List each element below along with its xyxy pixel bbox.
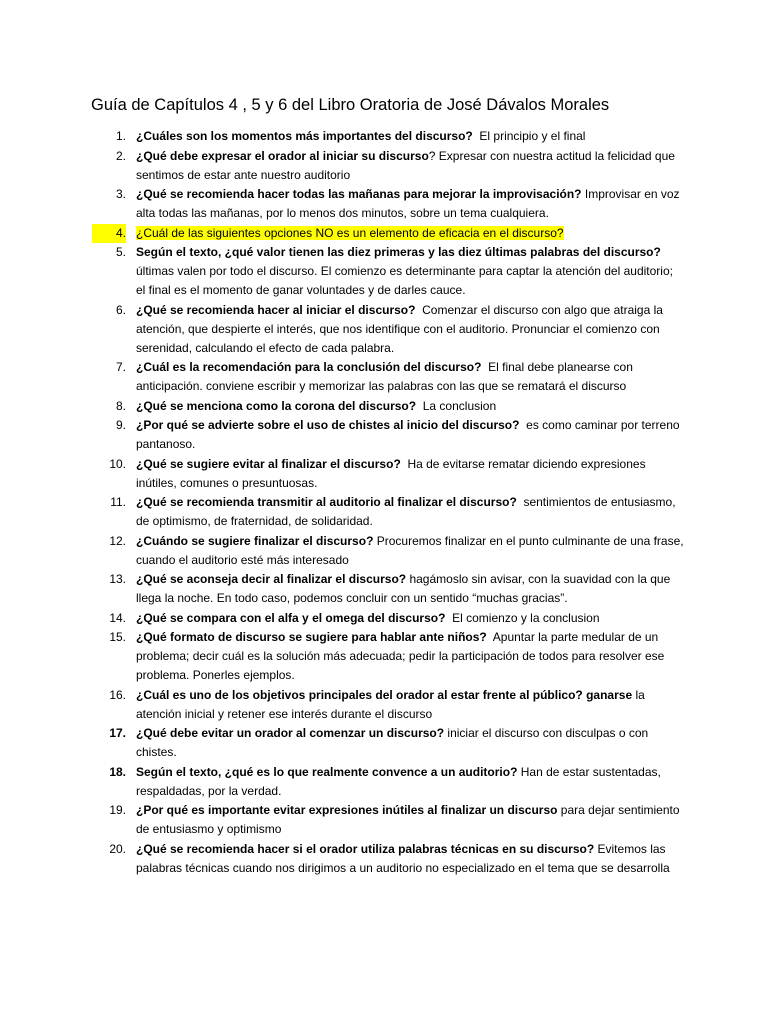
answer-text: hagámoslo sin avisar, con la suavidad con la que llega la noche. En todo caso, podemos concluir con un sentido “muchas gracias”. bbox=[136, 572, 671, 605]
answer-text: ? Expresar con nuestra actitud la felicidad que sentimos de estar ante nuestro auditorio bbox=[136, 148, 675, 182]
answer-text: El principio y el final bbox=[479, 129, 586, 143]
item-number: 18. bbox=[109, 764, 126, 779]
question-text: ¿Cuáles son los momentos más importantes del discurso? bbox=[136, 129, 473, 143]
question-text: ¿Por qué es importante evitar expresiones inútiles al finalizar un discurso bbox=[136, 803, 558, 817]
question-text: ¿Qué se recomienda hacer al iniciar el discurso? bbox=[136, 302, 416, 317]
item-number: 20. bbox=[109, 841, 126, 856]
list-item bbox=[0, 185, 768, 223]
answer-text: iniciar el discurso con disculpas o con chistes. bbox=[136, 726, 649, 759]
question-text: ¿Por qué se advierte sobre el uso de chistes al inicio del discurso? bbox=[136, 418, 520, 432]
question-text: ¿Cuál es la recomendación para la conclusión del discurso? bbox=[136, 360, 482, 374]
list-item bbox=[0, 609, 768, 628]
item-content bbox=[136, 397, 684, 416]
answer-text: Apuntar la parte medular de un problema; decir cuál es la solución más adecuada; pedir la participación de todos para resolver ese problema. Ponerles ejemplos. bbox=[136, 630, 665, 682]
item-number: 11. bbox=[110, 495, 126, 509]
list-item bbox=[0, 358, 768, 396]
list-item bbox=[0, 686, 768, 724]
item-content bbox=[136, 358, 684, 396]
answer-text: Evitemos las palabras técnicas cuando nos dirigimos a un auditorio no especializado en el tema que se desarrolla bbox=[136, 841, 670, 875]
answer-text: El comienzo y la conclusion bbox=[452, 610, 600, 625]
item-content bbox=[136, 147, 684, 185]
item-content bbox=[136, 185, 684, 223]
list-item bbox=[0, 724, 768, 762]
answer-text: para dejar sentimiento de entusiasmo y optimismo bbox=[136, 803, 680, 836]
item-content bbox=[136, 840, 684, 878]
item-content bbox=[136, 763, 684, 801]
item-content bbox=[136, 301, 684, 358]
question-text: ¿Qué se recomienda hacer todas las mañanas para mejorar la improvisación? bbox=[136, 187, 582, 201]
item-number: 7. bbox=[115, 360, 126, 374]
question-text: ¿Qué se recomienda hacer si el orador utiliza palabras técnicas en su discurso? bbox=[136, 841, 595, 856]
item-content bbox=[136, 416, 684, 454]
question-text: ¿Cuándo se sugiere finalizar el discurso? bbox=[136, 533, 374, 548]
item-content bbox=[136, 532, 684, 570]
list-item bbox=[0, 628, 768, 685]
item-number: 5. bbox=[115, 245, 126, 259]
answer-text: la atención inicial y retener ese interés durante el discurso bbox=[136, 687, 645, 721]
list-item bbox=[0, 301, 768, 358]
answer-text: Ha de evitarse rematar diciendo expresiones inútiles, comunes o presuntuosas. bbox=[136, 456, 646, 490]
question-text: ¿Qué se recomienda transmitir al auditorio al finalizar el discurso? bbox=[136, 495, 517, 509]
answer-text: Han de estar sustentadas, respaldadas, por la verdad. bbox=[136, 764, 661, 798]
question-text: ¿Qué debe evitar un orador al comenzar un discurso? bbox=[136, 726, 445, 740]
question-text: Según el texto, ¿qué es lo que realmente convence a un auditorio? bbox=[136, 764, 518, 779]
question-text: Según el texto, ¿qué valor tienen las diez primeras y las diez últimas palabras del discurso? bbox=[136, 245, 661, 259]
question-text: ¿Qué se compara con el alfa y el omega del discurso? bbox=[136, 610, 446, 625]
item-content bbox=[136, 570, 684, 608]
question-text: ¿Cuál es uno de los objetivos principales del orador al estar frente al público? ganarse bbox=[136, 687, 633, 702]
item-content bbox=[136, 224, 684, 243]
question-text: ¿Qué se aconseja decir al finalizar el discurso? bbox=[136, 572, 407, 586]
question-text: ¿Qué formato de discurso se sugiere para hablar ante niños? bbox=[136, 630, 487, 644]
item-number: 14. bbox=[109, 610, 126, 625]
question-text: ¿Qué debe expresar el orador al iniciar su discurso bbox=[136, 148, 429, 163]
item-content bbox=[136, 127, 684, 146]
list-item bbox=[0, 570, 768, 608]
answer-text: Improvisar en voz alta todas las mañanas, por lo menos dos minutos, sobre un tema cualquiera. bbox=[136, 187, 680, 220]
item-number: 16. bbox=[109, 687, 126, 702]
answer-text: sentimientos de entusiasmo, de optimismo, de fraternidad, de solidaridad. bbox=[136, 495, 676, 528]
item-content bbox=[136, 801, 684, 839]
answer-text: últimas valen por todo el discurso. El comienzo es determinante para captar la atención del auditorio; el final es el momento de ganar voluntades y de darles cauce. bbox=[136, 264, 673, 297]
answer-text: La conclusion bbox=[422, 398, 497, 413]
list-item bbox=[0, 532, 768, 570]
list-item-highlighted bbox=[0, 224, 768, 243]
page-title: Guía de Capítulos 4 , 5 y 6 del Libro Oratoria de José Dávalos Morales bbox=[91, 96, 610, 114]
item-number: 6. bbox=[115, 302, 126, 317]
item-content bbox=[136, 609, 684, 628]
item-number: 2. bbox=[115, 148, 126, 163]
list-item bbox=[0, 840, 768, 878]
list-item bbox=[0, 416, 768, 454]
item-number: 19. bbox=[109, 803, 126, 817]
list-item bbox=[0, 147, 768, 185]
item-number: 3. bbox=[115, 187, 126, 201]
list-item bbox=[0, 397, 768, 416]
list-item bbox=[0, 763, 768, 801]
item-number: 17. bbox=[109, 726, 126, 740]
item-content bbox=[136, 724, 684, 762]
question-list bbox=[0, 127, 768, 878]
answer-text: Procuremos finalizar en el punto culminante de una frase, cuando el auditorio esté más interesado bbox=[136, 533, 684, 567]
item-number: 12. bbox=[109, 533, 126, 548]
item-number: 8. bbox=[115, 398, 126, 413]
answer-text: El final debe planearse con anticipación. conviene escribir y memorizar las palabras con las que se rematará el discurso bbox=[136, 360, 633, 393]
highlighted-question-text: ¿Cuál de las siguientes opciones NO es un elemento de eficacia en el discurso? bbox=[136, 225, 564, 240]
item-number: 13. bbox=[109, 572, 126, 586]
item-number: 9. bbox=[115, 418, 126, 432]
list-item bbox=[0, 455, 768, 493]
item-number: 1. bbox=[115, 129, 126, 143]
item-content bbox=[136, 686, 684, 724]
item-number: 15. bbox=[109, 630, 126, 644]
list-item bbox=[0, 493, 768, 531]
answer-text: es como caminar por terreno pantanoso. bbox=[136, 418, 680, 451]
item-content bbox=[136, 628, 684, 685]
item-content bbox=[136, 455, 684, 493]
answer-text: Comenzar el discurso con algo que atraiga la atención, que despierte el interés, que nos identifique con el auditorio. Pronunciar el comienzo con serenidad, calculando el efecto de cada palabra. bbox=[136, 302, 663, 355]
question-text: ¿Qué se sugiere evitar al finalizar el discurso? bbox=[136, 456, 401, 471]
item-content bbox=[136, 493, 684, 531]
list-item bbox=[0, 127, 768, 146]
item-content bbox=[136, 243, 684, 300]
list-item bbox=[0, 801, 768, 839]
list-item bbox=[0, 243, 768, 300]
item-number: 4. bbox=[92, 224, 126, 243]
question-text: ¿Qué se menciona como la corona del discurso? bbox=[136, 398, 417, 413]
item-number: 10. bbox=[109, 456, 126, 471]
